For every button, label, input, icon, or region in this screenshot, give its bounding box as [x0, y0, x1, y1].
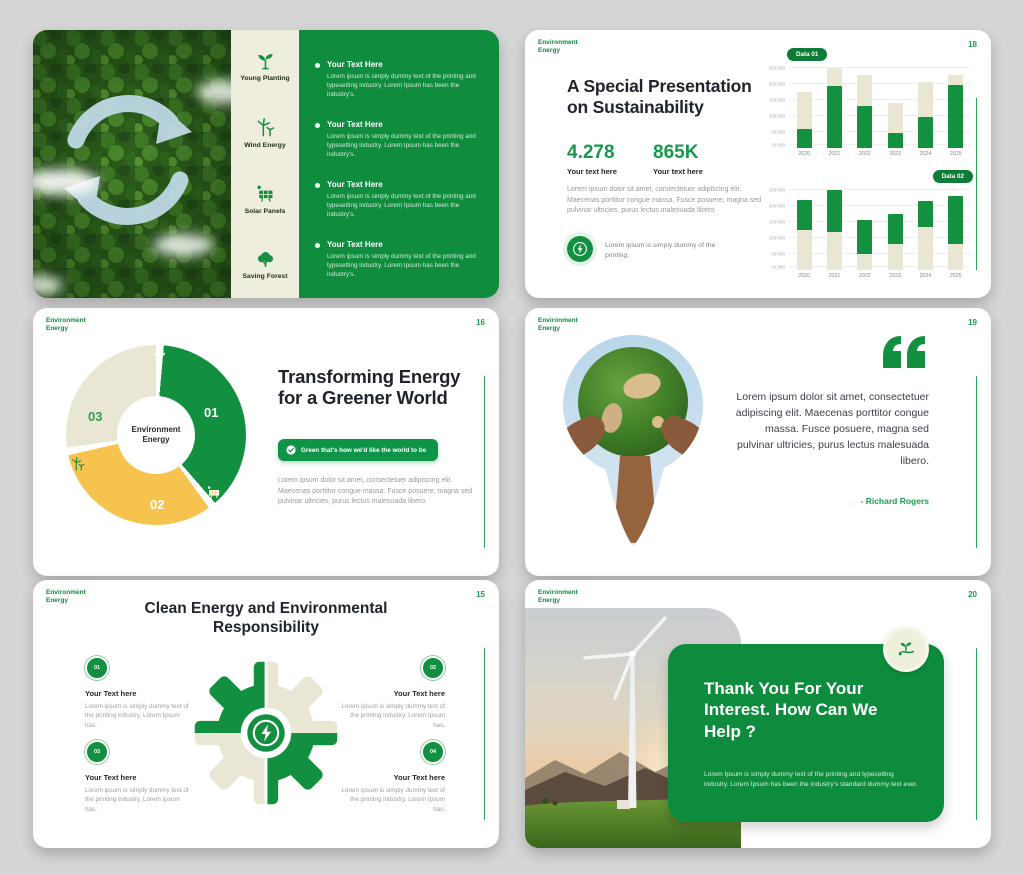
energy-bolt-badge — [567, 236, 593, 262]
bullet-title: Your Text Here — [327, 60, 383, 69]
slide-thumbnail-gear-process[interactable] — [33, 580, 499, 848]
step-title: Your Text here — [393, 689, 445, 698]
donut-chart — [66, 345, 246, 525]
bullet-title: Your Text Here — [327, 180, 383, 189]
logo-line1: Environment — [538, 317, 578, 324]
logo-line1: Environment — [46, 589, 86, 596]
check-circle-icon — [286, 445, 296, 455]
feature-column — [231, 30, 299, 298]
step-number-badge: 02 — [421, 656, 445, 680]
bullet-dot-icon — [315, 183, 320, 188]
button-label: Green that's how we'd like the world to be — [301, 446, 427, 454]
tree-icon — [256, 250, 275, 269]
step-body: Lorem ipsum is simply dummy text of the printing industry. Lorem Ipsum has. — [341, 787, 445, 813]
wind-turbine-icon — [70, 457, 85, 472]
bullet-title: Your Text Here — [327, 120, 383, 129]
donut-center — [117, 396, 195, 474]
brand-logo — [46, 317, 86, 333]
bullet-dot-icon — [315, 123, 320, 128]
process-step-2 — [340, 656, 445, 730]
solar-panel-icon — [206, 485, 221, 500]
page-number: 20 — [968, 590, 977, 599]
page-number: 18 — [968, 40, 977, 49]
logo-line1: Environment — [46, 317, 86, 324]
donut-label-01: 01 — [204, 405, 219, 420]
bullet-body: Lorem ipsum is simply dummy text of the printing and typesetting industry. Lorem Ipsum has been the industry's. — [327, 193, 476, 219]
process-step-3 — [85, 740, 190, 814]
process-step-1 — [85, 656, 190, 730]
quote-icon — [883, 336, 927, 368]
brand-logo — [46, 589, 86, 605]
brand-logo — [538, 39, 578, 55]
wind-turbine-icon — [255, 118, 275, 138]
donut-center-line1: Environment — [131, 425, 181, 434]
bar-chart-data01 — [761, 48, 975, 160]
slide-title: Transforming Energy for a Greener World — [278, 366, 461, 409]
chart-plot: 250.000 200.000 150.000 100.000 50.000 10.000 2020 2021 2022 2023 2024 2025 — [761, 187, 975, 282]
power-bolt-icon — [572, 241, 588, 257]
logo-line1: Environment — [538, 589, 578, 596]
chart-plot: 250.000 200.000 150.000 100.000 50.000 10.000 2020 2021 2022 2023 2024 2025 — [761, 65, 975, 160]
note-text: Lorem ipsum is simply dummy of the printing. — [605, 242, 716, 260]
slide-thumbnail-forest-features[interactable] — [33, 30, 499, 298]
earth-in-hands-photo — [562, 334, 704, 548]
process-step-4 — [340, 740, 445, 814]
stat-label: Your text here — [653, 167, 703, 176]
slide-thumbnail-quote[interactable] — [525, 308, 991, 576]
stat-label: Your text here — [567, 167, 617, 176]
bullet-item — [315, 240, 487, 279]
step-number-badge: 04 — [421, 740, 445, 764]
slide-title: A Special Presentation on Sustainability — [567, 76, 752, 117]
solar-panel-icon — [255, 184, 275, 204]
slide-thumbnail-sustainability-charts[interactable] — [525, 30, 991, 298]
step-title: Your Text here — [85, 689, 137, 698]
page-number: 19 — [968, 318, 977, 327]
accent-line — [976, 376, 978, 548]
forest-aerial-photo — [33, 30, 231, 298]
step-body: Lorem ipsum is simply dummy text of the printing industry. Lorem Ipsum has. — [341, 703, 445, 729]
accent-line — [976, 98, 978, 270]
step-body: Lorem ipsum is simply dummy text of the printing industry. Lorem Ipsum has. — [85, 703, 189, 729]
brand-logo — [538, 317, 578, 333]
slide-title: Thank You For Your Interest. How Can We Help ? — [704, 679, 878, 741]
stat-value: 4.278 — [567, 142, 615, 163]
bar-chart-data02 — [761, 170, 975, 282]
stat-value: 865K — [653, 142, 699, 163]
page-number: 15 — [476, 590, 485, 599]
sprout-in-hand-icon — [896, 639, 916, 659]
accent-line — [976, 648, 978, 820]
stat-block-2 — [653, 142, 703, 176]
seedling-icon — [256, 52, 275, 71]
accent-line — [484, 648, 486, 820]
step-title: Your Text here — [85, 773, 137, 782]
page-number: 16 — [476, 318, 485, 327]
logo-line2: Energy — [538, 596, 561, 604]
bullet-body: Lorem ipsum is simply dummy text of the printing and typesetting industry. Lorem Ipsum has been the industry's. — [327, 133, 476, 159]
green-pill-button[interactable] — [278, 439, 438, 461]
body-text: Lorem ipsum dolor sit amet, consectetuer adipiscing elit. Maecenas porttitor congue massa. Fusce posuere, magna sed pulvinar ultricies, purus lectus malesuada libero. — [278, 477, 473, 505]
feature-solar-panels: Solar Panels — [231, 184, 299, 215]
bullet-title: Your Text Here — [327, 240, 383, 249]
chart-badge-data02: Data 02 — [933, 170, 973, 183]
chart-badge-data01: Data 01 — [787, 48, 827, 61]
slide-title: Clean Energy and Environmental Responsibility — [144, 600, 388, 636]
donut-label-02: 02 — [150, 497, 165, 512]
donut-label-03: 03 — [88, 409, 103, 424]
logo-line2: Energy — [46, 324, 69, 332]
bullet-body: Lorem ipsum is simply dummy text of the printing and typesetting industry. Lorem Ipsum has been the industry's. — [327, 73, 476, 99]
logo-line2: Energy — [46, 596, 69, 604]
logo-line2: Energy — [538, 46, 561, 54]
bullet-body: Lorem ipsum is simply dummy text of the printing and typesetting industry. Lorem Ipsum has been the industry's. — [327, 253, 476, 279]
seedling-icon — [152, 351, 167, 366]
step-body: Lorem ipsum is simply dummy text of the printing industry. Lorem Ipsum has. — [85, 787, 189, 813]
bullet-item — [315, 120, 487, 159]
sprout-badge — [883, 626, 929, 672]
donut-center-line2: Energy — [142, 435, 170, 444]
quote-text: Lorem ipsum dolor sit amet, consectetuer adipiscing elit. Maecenas porttitor congue massa. Fusce posuere, magna sed pulvinar ultricies, purus lectus malesuada libero. — [735, 391, 929, 467]
bullet-panel — [299, 30, 499, 298]
slide-thumbnail-thank-you[interactable] — [525, 580, 991, 848]
stat-block-1 — [567, 142, 617, 176]
feature-wind-energy: Wind Energy — [231, 118, 299, 149]
bullet-dot-icon — [315, 243, 320, 248]
step-number-badge: 03 — [85, 740, 109, 764]
brand-logo — [538, 589, 578, 605]
logo-line1: Environment — [538, 39, 578, 46]
bullet-item — [315, 60, 487, 99]
step-number-badge: 01 — [85, 656, 109, 680]
bullet-dot-icon — [315, 63, 320, 68]
accent-line — [484, 376, 486, 548]
logo-line2: Energy — [538, 324, 561, 332]
gear-diagram — [191, 658, 341, 808]
step-title: Your Text here — [393, 773, 445, 782]
body-text: Lorem Ipsum is simply dummy text of the printing and typesetting industry. Lorem Ipsum has been the industry's standard dummy text ever. — [704, 771, 918, 789]
body-text: Lorem ipsum dolor sit amet, consectetuer adipiscing elit. Maecenas porttitor congue massa. Fusce posuere, magna sed pulvinar ultricies, purus lectus malesuada libero. — [567, 186, 762, 214]
bullet-item — [315, 180, 487, 219]
feature-saving-forest: Saving Forest — [231, 250, 299, 280]
feature-young-planting: Young Planting — [231, 52, 299, 82]
quote-attribution: - Richard Rogers — [860, 496, 929, 506]
slide-thumbnail-donut-transforming[interactable] — [33, 308, 499, 576]
